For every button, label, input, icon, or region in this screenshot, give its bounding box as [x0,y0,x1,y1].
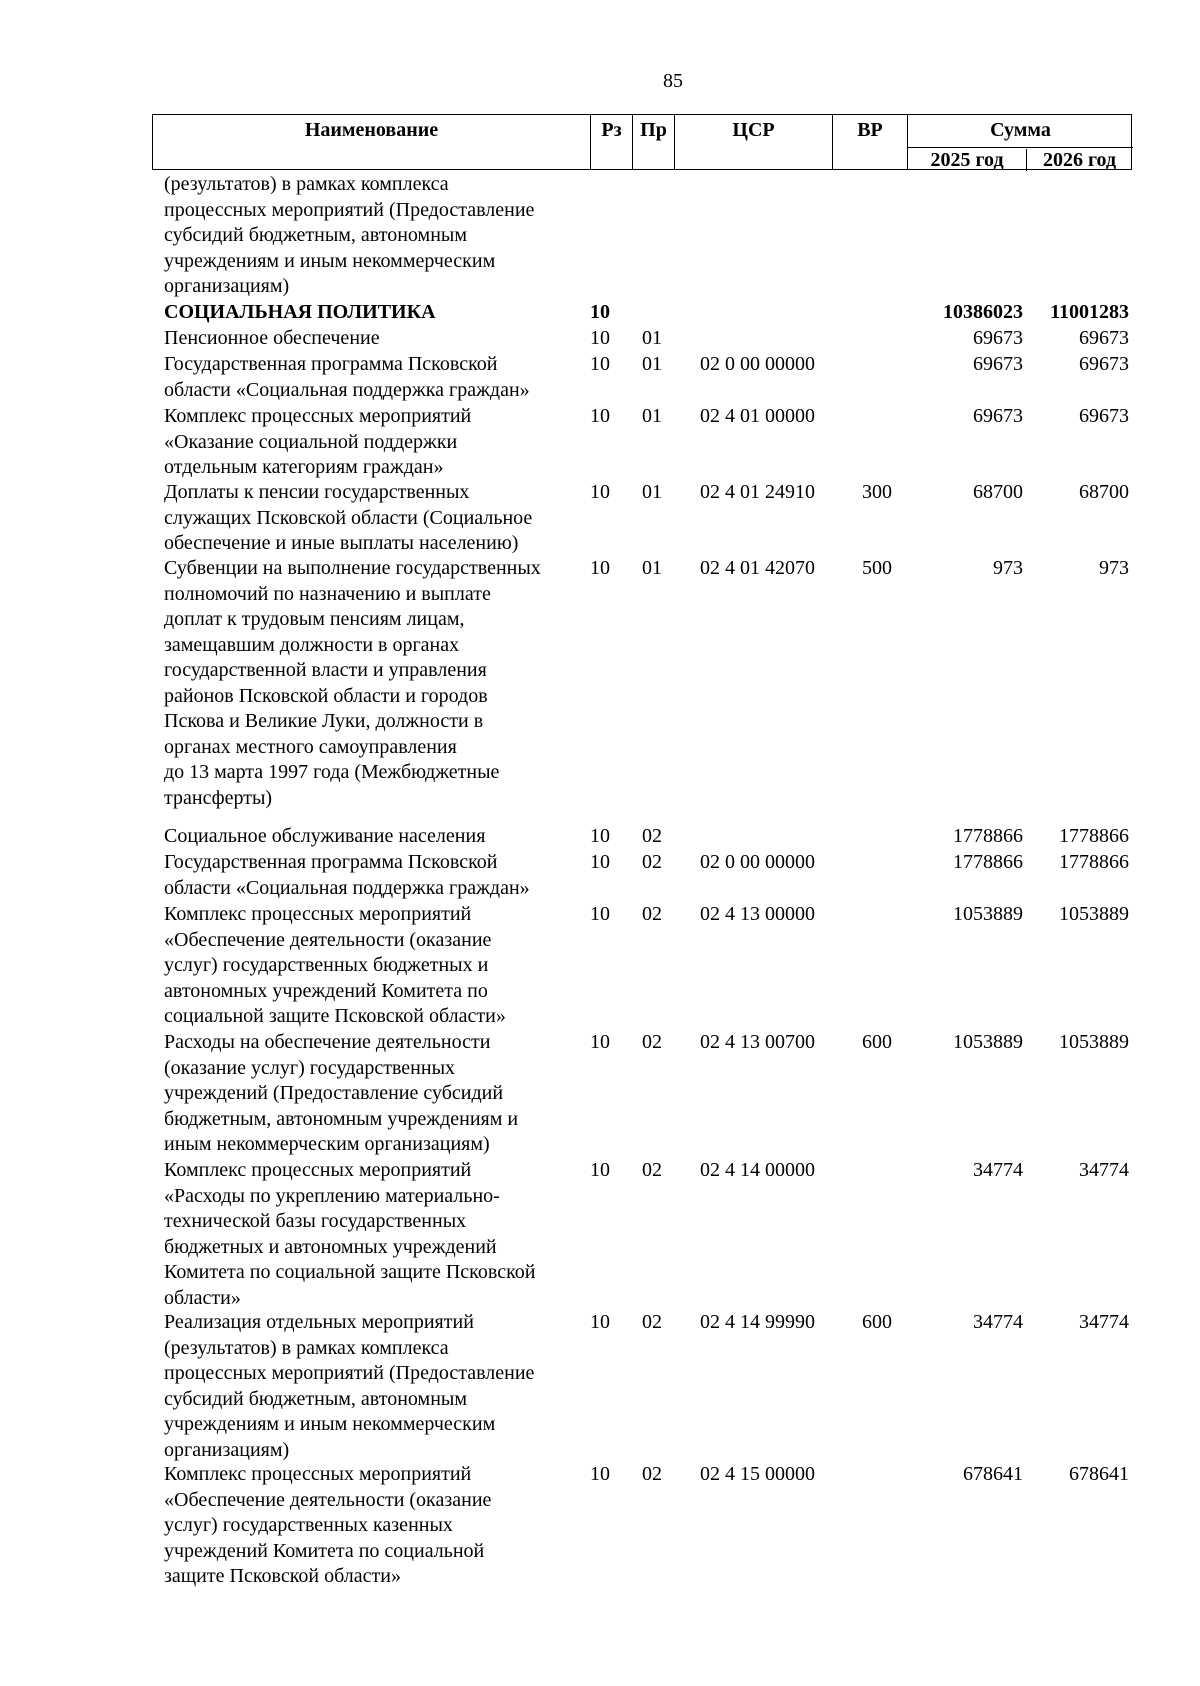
table-row [152,326,1132,352]
row-name: Комплекс процессных мероприятий «Обеспечение деятельности (оказание услуг) государственных казенных учреждений Комитета по социальной защите Псковской области» [164,1463,492,1587]
header-year-2026: 2026 год [1042,149,1117,171]
row-sum-2026: 1778866 [1059,825,1129,847]
row-sum-2026: 68700 [1079,481,1129,503]
table-row [152,300,1132,326]
row-sum-2026: 1053889 [1059,1031,1129,1053]
row-sum-2026: 1053889 [1059,903,1129,925]
row-rz: 10 [590,1159,610,1181]
header-csr: ЦСР [675,115,833,169]
row-name: Социальное обслуживание населения [164,825,486,847]
table-row [152,824,1132,850]
row-sum-2026: 973 [1099,557,1129,579]
row-sum-2025: 34774 [973,1159,1023,1181]
row-csr: 02 4 01 00000 [700,405,815,427]
header-year-2025: 2025 год [908,149,1027,171]
row-sum-2025: 973 [993,557,1023,579]
row-sum-2025: 69673 [973,327,1023,349]
row-pr: 01 [642,405,662,427]
row-sum-2026: 11001283 [1050,301,1129,323]
row-name: Комплекс процессных мероприятий «Расходы по укреплению материально- технической базы государственных бюджетных и автономных учреждений Комитета по социальной защите Псковской области» [164,1159,536,1309]
row-sum-2026: 34774 [1079,1311,1129,1333]
row-pr: 02 [642,825,662,847]
row-csr: 02 4 14 99990 [700,1311,815,1333]
header-pr: Пр [633,115,675,169]
table-row [152,480,1132,557]
row-sum-2025: 69673 [973,353,1023,375]
row-sum-2026: 69673 [1079,405,1129,427]
row-name: Доплаты к пенсии государственных служащих Псковской области (Социальное обеспечение и иные выплаты населению) [164,481,533,554]
row-sum-2025: 678641 [963,1463,1023,1485]
row-name: Комплекс процессных мероприятий «Обеспечение деятельности (оказание услуг) государственных бюджетных и автономных учреждений Комитета по социальной защите Псковской области» [164,903,506,1027]
row-pr: 01 [642,353,662,375]
row-rz: 10 [590,851,610,873]
table-row [152,902,1132,1030]
row-pr: 02 [642,851,662,873]
row-name: Государственная программа Псковской области «Социальная поддержка граждан» [164,851,530,899]
row-sum-2026: 678641 [1069,1463,1129,1485]
row-vr: 600 [862,1031,892,1053]
row-csr: 02 0 00 00000 [700,851,815,873]
page-number: 85 [663,70,683,92]
row-name: СОЦИАЛЬНАЯ ПОЛИТИКА [164,301,436,323]
row-vr: 600 [862,1311,892,1333]
row-csr: 02 4 01 24910 [700,481,815,503]
table-row [152,1462,1132,1590]
row-pr: 02 [642,1159,662,1181]
row-rz: 10 [590,903,610,925]
row-csr: 02 0 00 00000 [700,353,815,375]
row-name: (результатов) в рамках комплекса процессных мероприятий (Предоставление субсидий бюджетным, автономным учреждениям и иным некоммерческим организациям) [164,173,535,297]
header-rz: Рз [591,115,633,169]
row-rz: 10 [590,1031,610,1053]
row-rz: 10 [590,353,610,375]
row-sum-2026: 69673 [1079,353,1129,375]
row-csr: 02 4 13 00000 [700,903,815,925]
header-sum-divider [908,147,1133,148]
row-pr: 01 [642,557,662,579]
row-name: Пенсионное обеспечение [164,327,380,349]
row-sum-2025: 1053889 [953,1031,1023,1053]
table-row [152,1030,1132,1158]
row-pr: 01 [642,481,662,503]
row-csr: 02 4 14 00000 [700,1159,815,1181]
row-name: Расходы на обеспечение деятельности (оказание услуг) государственных учреждений (Предоставление субсидий бюджетным, автономным учреждениям и иным некоммерческим организациям) [164,1031,519,1155]
row-sum-2025: 1778866 [953,851,1023,873]
row-rz: 10 [590,405,610,427]
row-vr: 300 [862,481,892,503]
row-pr: 02 [642,1311,662,1333]
row-sum-2025: 10386023 [943,301,1023,323]
row-rz: 10 [590,1463,610,1485]
table-row [152,172,1132,300]
table-row [152,1310,1132,1463]
header-name: Наименование [153,115,591,169]
table-row [152,404,1132,481]
row-sum-2025: 68700 [973,481,1023,503]
row-csr: 02 4 15 00000 [700,1463,815,1485]
row-name: Государственная программа Псковской области «Социальная поддержка граждан» [164,353,530,401]
table-row [152,352,1132,403]
row-name: Реализация отдельных мероприятий (результатов) в рамках комплекса процессных мероприятий (Предоставление субсидий бюджетным, автономным учреждениям и иным некоммерческим организациям) [164,1311,535,1461]
row-sum-2025: 34774 [973,1311,1023,1333]
row-name: Комплекс процессных мероприятий «Оказание социальной поддержки отдельным категориям граждан» [164,405,472,478]
row-sum-2026: 1778866 [1059,851,1129,873]
row-csr: 02 4 13 00700 [700,1031,815,1053]
row-rz: 10 [590,1311,610,1333]
row-pr: 02 [642,903,662,925]
row-name: Субвенции на выполнение государственных полномочий по назначению и выплате доплат к трудовым пенсиям лицам, замещавшим должности в органах государственной власти и управления районов Псковской области и городов Пскова и Великие Луки, должности в органах местного самоуправления до 13 марта 1997 года (Межбюджетные трансферты) [164,557,541,809]
row-pr: 01 [642,327,662,349]
row-sum-2025: 69673 [973,405,1023,427]
row-rz: 10 [590,557,610,579]
row-rz: 10 [590,301,610,323]
row-pr: 02 [642,1463,662,1485]
row-sum-2026: 34774 [1079,1159,1129,1181]
table-header [152,114,1132,170]
row-sum-2025: 1778866 [953,825,1023,847]
row-rz: 10 [590,481,610,503]
row-sum-2026: 69673 [1079,327,1129,349]
row-rz: 10 [590,327,610,349]
row-rz: 10 [590,825,610,847]
row-pr: 02 [642,1031,662,1053]
table-row [152,850,1132,901]
row-csr: 02 4 01 42070 [700,557,815,579]
row-sum-2025: 1053889 [953,903,1023,925]
table-row [152,1158,1132,1311]
row-vr: 500 [862,557,892,579]
header-vr: ВР [833,115,908,169]
table-row [152,556,1132,811]
header-sum: Сумма [990,119,1051,141]
